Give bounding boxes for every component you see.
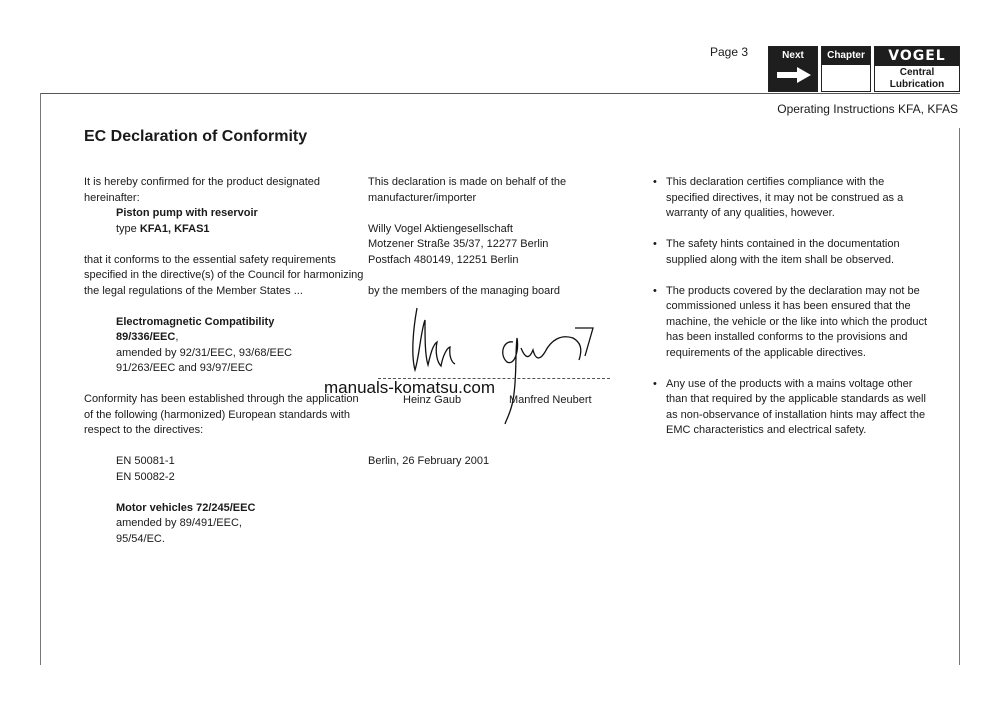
board-text: by the members of the managing board xyxy=(368,284,561,297)
bullet-icon: • xyxy=(653,377,657,390)
intro-text: It is hereby confirmed for the product designated hereinafter: xyxy=(84,176,321,204)
type-prefix: type xyxy=(116,222,140,235)
address-line-1: Motzener Straße 35/37, 12277 Berlin xyxy=(368,238,549,250)
emc-directive-suffix: , xyxy=(175,331,179,343)
standard-en-50081-1: EN 50081-1 xyxy=(116,455,175,467)
motor-amend-2: 95/54/EC. xyxy=(116,532,165,545)
note-item xyxy=(650,175,930,222)
column-declaration xyxy=(84,175,364,547)
logo-brand: VOGEL xyxy=(875,47,959,66)
bullet-icon: • xyxy=(653,238,657,250)
next-button-label: Next xyxy=(782,50,804,61)
motor-amend-1: amended by 89/491/EEC, xyxy=(116,517,242,529)
signatures xyxy=(395,300,605,425)
place-date: Berlin, 26 February 2001 xyxy=(368,455,490,467)
note-item xyxy=(650,284,930,362)
note-text: This declaration certifies compliance with the specified directives, it may not be construed as a warranty of any qualities, however. xyxy=(666,176,904,219)
next-button[interactable] xyxy=(768,46,818,92)
note-item xyxy=(650,377,930,439)
emc-directive-number: 89/336/EEC xyxy=(116,331,176,343)
signature-neubert xyxy=(503,328,593,424)
chapter-button-label: Chapter xyxy=(822,47,870,65)
signer-name-1: Heinz Gaub xyxy=(403,394,462,406)
behalf-text: This declaration is made on behalf of the manufacturer/importer xyxy=(368,176,567,204)
emc-title: Electromagnetic Compatibility xyxy=(116,315,275,328)
bullet-icon: • xyxy=(653,176,657,188)
page-title: EC Declaration of Conformity xyxy=(84,128,308,145)
header-divider xyxy=(40,93,960,94)
arrow-right-icon xyxy=(777,67,811,83)
note-text: The safety hints contained in the documentation supplied along with the item shall be observed. xyxy=(666,238,900,266)
page-number: Page 3 xyxy=(710,45,749,59)
standard-en-50082-2: EN 50082-2 xyxy=(116,470,175,483)
motor-vehicles-title: Motor vehicles 72/245/EEC xyxy=(116,501,256,514)
note-text: The products covered by the declaration may not be commissioned unless it has been ensured that the machine, the vehicle or the like into which the product has been installed conforms to the provisions and requirements of the applicable directives. xyxy=(666,284,928,359)
product-name: Piston pump with reservoir xyxy=(116,207,258,219)
watermark: manuals-komatsu.com xyxy=(324,378,496,397)
conform-text: that it conforms to the essential safety requirements specified in the directive(s) of the Council for harmonizing the legal regulations of the Member States ... xyxy=(84,253,364,297)
emc-amend-2: 91/263/EEC and 93/97/EEC xyxy=(116,362,253,374)
note-item xyxy=(650,237,930,268)
bullet-icon: • xyxy=(653,284,657,297)
product-type xyxy=(84,222,364,238)
emc-amend-1: amended by 92/31/EEC, 93/68/EEC xyxy=(116,346,293,359)
logo-line-central: Central xyxy=(899,67,935,78)
column-notes xyxy=(650,175,930,454)
chapter-button[interactable] xyxy=(821,46,871,92)
type-value: KFA1, KFAS1 xyxy=(139,222,210,235)
company-name: Willy Vogel Aktiengesellschaft xyxy=(368,222,513,235)
signer-name-2: Manfred Neubert xyxy=(509,394,592,406)
right-border xyxy=(959,128,960,665)
document-subtitle: Operating Instructions KFA, KFAS xyxy=(777,102,958,116)
conformity-text: Conformity has been established through the application of the following (harmonized) European standards with respect to the directives: xyxy=(84,393,359,436)
column-manufacturer xyxy=(368,175,608,299)
address-line-2: Postfach 480149, 12251 Berlin xyxy=(368,253,519,266)
emc-directive xyxy=(84,330,364,346)
left-border xyxy=(40,93,41,665)
note-text: Any use of the products with a mains voltage other than that required by the applicable standards as well as non-observance of installation hints may affect the EMC characteristics and electrical safety. xyxy=(666,377,926,436)
logo-line-lubrication: Lubrication xyxy=(889,79,945,90)
signature-gaub xyxy=(413,308,455,370)
vogel-logo xyxy=(874,46,960,92)
